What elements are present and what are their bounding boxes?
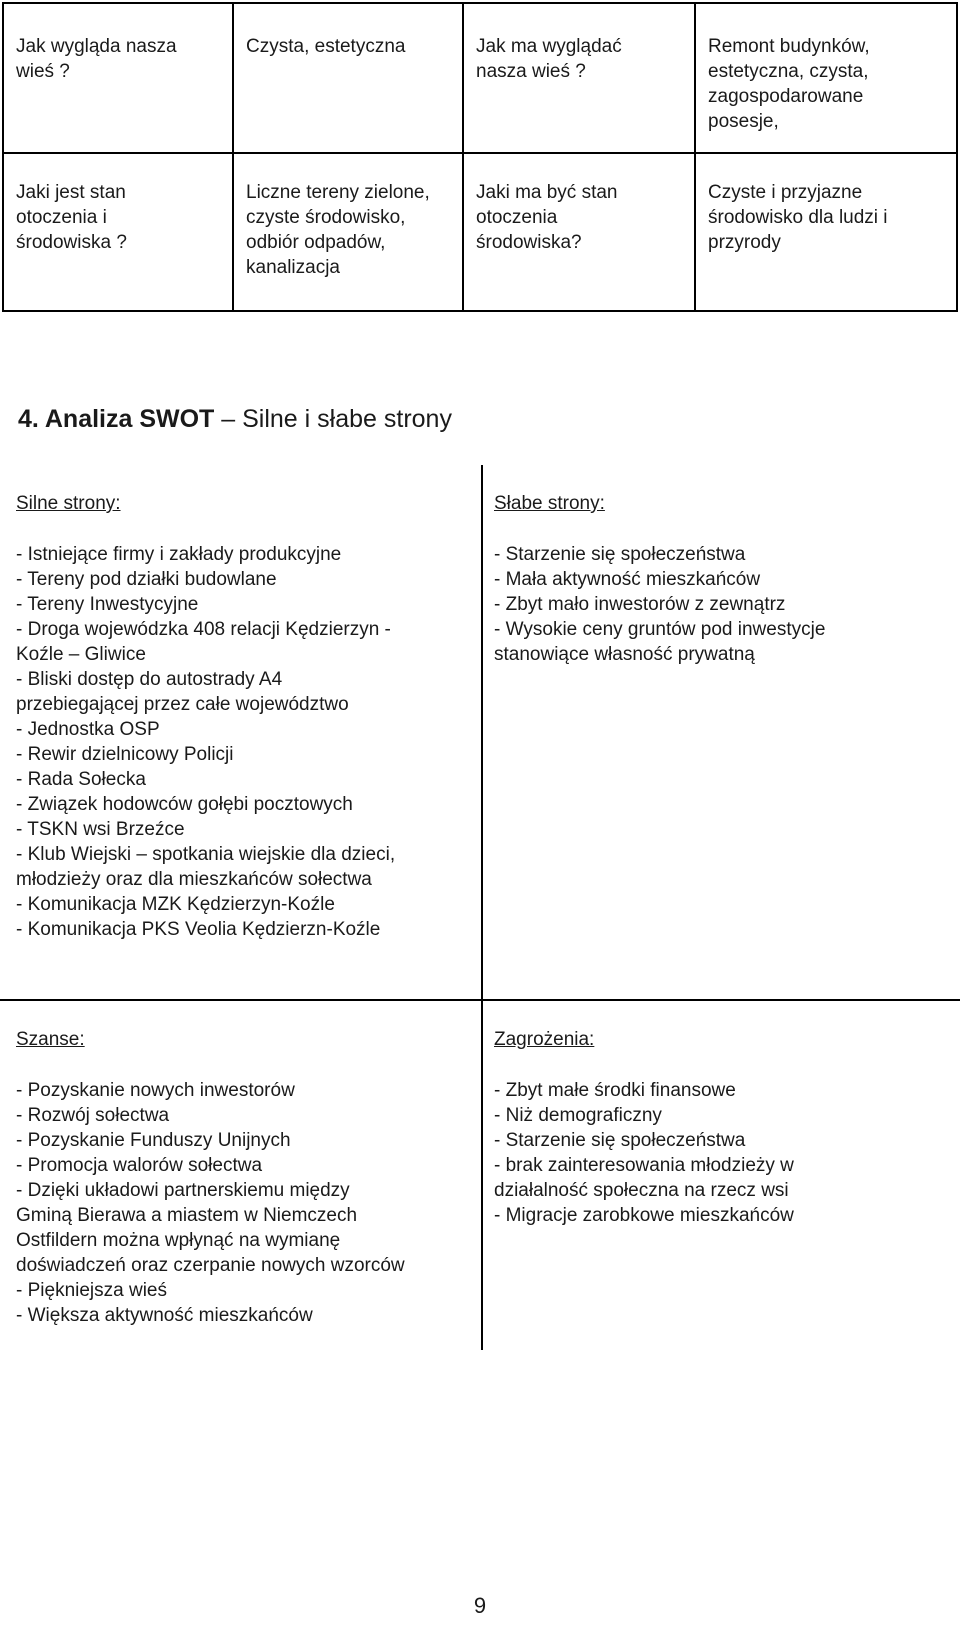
- question-current-look: Jak wygląda nasza wieś ?: [16, 36, 177, 82]
- list-item: - Mała aktywność mieszkańców: [494, 569, 761, 590]
- list-item: - Tereny Inwestycyjne: [16, 594, 199, 615]
- strengths-list: [16, 542, 471, 942]
- table-cell: [463, 3, 695, 153]
- vertical-divider: [481, 465, 483, 1005]
- list-item: - Droga wojewódzka 408 relacji Kędzierzyn - Koźle – Gliwice: [16, 619, 391, 665]
- list-item: - Pozyskanie nowych inwestorów: [16, 1080, 295, 1101]
- swot-heading-subtitle: – Silne i słabe strony: [214, 405, 452, 433]
- list-item: - Promocja walorów sołectwa: [16, 1155, 263, 1176]
- table-cell: [463, 153, 695, 311]
- horizontal-divider: [0, 999, 960, 1001]
- table-cell: [695, 153, 957, 311]
- table-cell: [3, 3, 233, 153]
- list-item: - Wysokie ceny gruntów pod inwestycje stanowiące własność prywatną: [494, 619, 826, 665]
- swot-heading: [18, 404, 452, 434]
- question-desired-look: Jak ma wyglądać nasza wieś ?: [476, 36, 622, 82]
- list-item: - Tereny pod działki budowlane: [16, 569, 277, 590]
- list-item: - Związek hodowców gołębi pocztowych: [16, 794, 353, 815]
- strengths-quadrant: [16, 491, 471, 942]
- opportunities-title: Szanse:: [16, 1029, 85, 1050]
- list-item: - Zbyt mało inwestorów z zewnątrz: [494, 594, 786, 615]
- vertical-divider: [481, 1000, 483, 1350]
- list-item: - Rozwój sołectwa: [16, 1105, 170, 1126]
- list-item: - brak zainteresowania młodzieży w działalność społeczna na rzecz wsi: [494, 1155, 794, 1201]
- list-item: - Komunikacja PKS Veolia Kędzierzn-Koźle: [16, 919, 381, 940]
- answer-desired-look: Remont budynków, estetyczna, czysta, zagospodarowane posesje,: [708, 36, 870, 132]
- weaknesses-title: Słabe strony:: [494, 493, 605, 514]
- list-item: - Piękniejsza wieś: [16, 1280, 167, 1301]
- table-row: [3, 153, 957, 311]
- swot-heading-number: 4. Analiza SWOT: [18, 405, 215, 433]
- answer-desired-environment: Czyste i przyjazne środowisko dla ludzi i przyrody: [708, 182, 888, 253]
- weaknesses-list: [494, 542, 949, 667]
- question-desired-environment: Jaki ma być stan otoczenia środowiska?: [476, 182, 618, 253]
- list-item: - Większa aktywność mieszkańców: [16, 1305, 313, 1326]
- list-item: - Niż demograficzny: [494, 1105, 662, 1126]
- answer-current-environment: Liczne tereny zielone, czyste środowisko, odbiór odpadów, kanalizacja: [246, 182, 430, 278]
- list-item: - Dzięki układowi partnerskiemu między Gminą Bierawa a miastem w Niemczech Ostfildern można wpłynąć na wymianę doświadczeń oraz czerpanie nowych wzorców: [16, 1180, 405, 1276]
- list-item: - Rewir dzielnicowy Policji: [16, 744, 234, 765]
- table-row: [3, 3, 957, 153]
- list-item: - Pozyskanie Funduszy Unijnych: [16, 1130, 291, 1151]
- table-cell: [233, 3, 463, 153]
- list-item: - Istniejące firmy i zakłady produkcyjne: [16, 544, 342, 565]
- list-item: - Starzenie się społeczeństwa: [494, 1130, 746, 1151]
- threats-quadrant: [494, 1027, 949, 1228]
- list-item: - Migracje zarobkowe mieszkańców: [494, 1205, 794, 1226]
- table-cell: [233, 153, 463, 311]
- opportunities-quadrant: [16, 1027, 476, 1328]
- threats-list: [494, 1078, 949, 1228]
- list-item: - Zbyt małe środki finansowe: [494, 1080, 736, 1101]
- weaknesses-quadrant: [494, 491, 949, 667]
- list-item: - Starzenie się społeczeństwa: [494, 544, 746, 565]
- list-item: - Jednostka OSP: [16, 719, 160, 740]
- list-item: - Klub Wiejski – spotkania wiejskie dla dzieci, młodzieży oraz dla mieszkańców sołectwa: [16, 844, 396, 890]
- list-item: - Bliski dostęp do autostrady A4 przebiegającej przez całe województwo: [16, 669, 349, 715]
- opportunities-list: [16, 1078, 476, 1328]
- page-number: 9: [473, 1593, 487, 1618]
- list-item: - Rada Sołecka: [16, 769, 146, 790]
- answer-current-look: Czysta, estetyczna: [246, 36, 406, 57]
- list-item: - Komunikacja MZK Kędzierzyn-Koźle: [16, 894, 335, 915]
- question-current-environment: Jaki jest stan otoczenia i środowiska ?: [16, 182, 127, 253]
- table-cell: [3, 153, 233, 311]
- list-item: - TSKN wsi Brzeźce: [16, 819, 185, 840]
- table-cell: [695, 3, 957, 153]
- strengths-title: Silne strony:: [16, 493, 121, 514]
- threats-title: Zagrożenia:: [494, 1029, 595, 1050]
- village-assessment-table: [2, 2, 958, 312]
